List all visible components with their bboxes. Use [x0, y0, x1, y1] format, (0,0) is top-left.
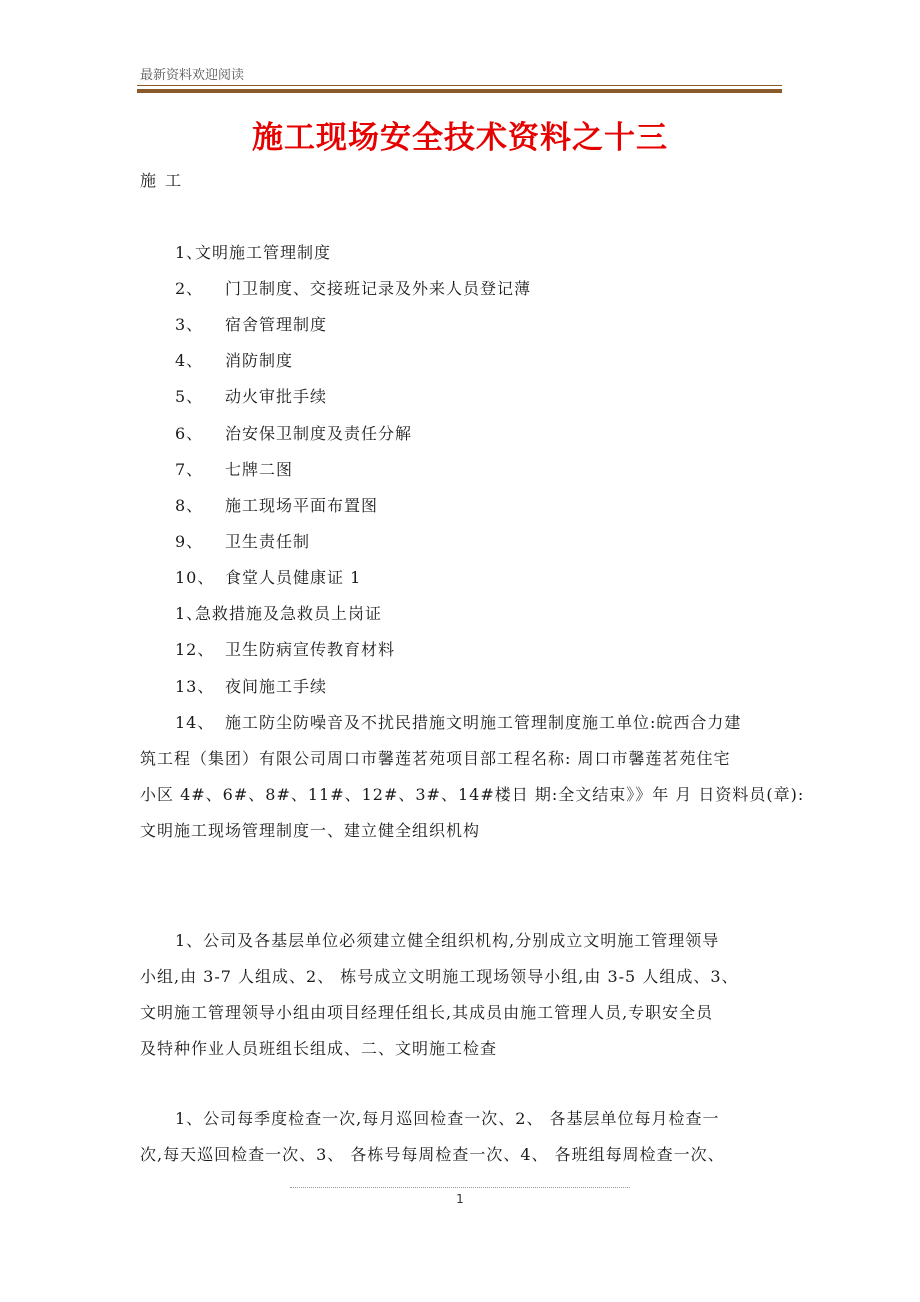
paragraph-line: 文明施工现场管理制度一、建立健全组织机构 [140, 821, 481, 840]
paragraph-line: 文明施工管理领导小组由项目经理任组长,其成员由施工管理人员,专职安全员 [140, 1003, 714, 1022]
header-divider-thin [137, 85, 782, 86]
document-title: 施工现场安全技术资料之十三 [252, 120, 668, 156]
list-item-text: 食堂人员健康证 1 [225, 568, 362, 587]
list-item-text: 卫生防病宣传教育材料 [225, 640, 396, 659]
list-item [175, 421, 412, 444]
list-item [175, 493, 378, 516]
document-subtitle: 施 工 [140, 171, 184, 190]
list-item [175, 240, 331, 263]
paragraph-line: 筑工程（集团）有限公司周口市馨莲茗苑项目部工程名称: 周口市馨莲茗苑住宅 [140, 749, 731, 768]
list-item-text: 夜间施工手续 [225, 677, 328, 696]
footer-divider [290, 1187, 630, 1188]
list-item-text: 宿舍管理制度 [225, 315, 328, 334]
list-item-number: 7、 [175, 460, 204, 479]
list-item-number: 10、 [175, 568, 215, 587]
list-item-text: 卫生责任制 [225, 532, 311, 551]
list-item [175, 674, 327, 697]
list-item-text: 治安保卫制度及责任分解 [225, 424, 413, 443]
paragraph-line: 及特种作业人员班组长组成、二、文明施工检查 [140, 1039, 498, 1058]
list-item [175, 710, 741, 733]
list-item-number: 2、 [175, 279, 204, 298]
page-number: 1 [456, 1192, 464, 1206]
list-item-text: 门卫制度、交接班记录及外来人员登记薄 [225, 279, 532, 298]
paragraph-line: 小组,由 3-7 人组成、2、 栋号成立文明施工现场领导小组,由 3-5 人组成、3、 [140, 967, 739, 986]
page-header-text: 最新资料欢迎阅读 [140, 68, 245, 83]
paragraph-line: 1、公司每季度检查一次,每月巡回检查一次、2、 各基层单位每月检查一 [175, 1109, 720, 1128]
list-item [175, 529, 310, 552]
list-item-number: 1、 [175, 243, 204, 262]
list-item [175, 637, 395, 660]
list-item [175, 565, 361, 588]
list-item-text: 施工防尘防噪音及不扰民措施文明施工管理制度施工单位:皖西合力建 [225, 713, 742, 732]
list-item-number: 12、 [175, 640, 215, 659]
list-item-text: 七牌二图 [225, 460, 294, 479]
list-item-number: 6、 [175, 424, 204, 443]
paragraph-line: 小区 4#、6#、8#、11#、12#、3#、14#楼日 期:全文结束》》年 月 日资料员(章): [140, 785, 805, 804]
list-item [175, 457, 293, 480]
list-item-text: 施工现场平面布置图 [225, 496, 379, 515]
list-item-number: 1、 [175, 604, 204, 623]
list-item [175, 276, 531, 299]
paragraph-line: 1、公司及各基层单位必须建立健全组织机构,分别成立文明施工管理领导 [175, 931, 720, 950]
list-item-text: 消防制度 [225, 351, 294, 370]
list-item-number: 9、 [175, 532, 204, 551]
list-item-number: 13、 [175, 677, 215, 696]
list-item-text: 急救措施及急救员上岗证 [195, 604, 383, 623]
list-item-text: 文明施工管理制度 [195, 243, 332, 262]
paragraph-line: 次,每天巡回检查一次、3、 各栋号每周检查一次、4、 各班组每周检查一次、 [140, 1145, 725, 1164]
list-item [175, 312, 327, 335]
list-item-number: 8、 [175, 496, 204, 515]
list-item [175, 348, 293, 371]
list-item [175, 384, 327, 407]
list-item-number: 14、 [175, 713, 215, 732]
list-item-number: 5、 [175, 387, 204, 406]
list-item-text: 动火审批手续 [225, 387, 328, 406]
header-divider-thick [137, 89, 782, 93]
list-item-number: 3、 [175, 315, 204, 334]
list-item [175, 601, 382, 624]
list-item-number: 4、 [175, 351, 204, 370]
